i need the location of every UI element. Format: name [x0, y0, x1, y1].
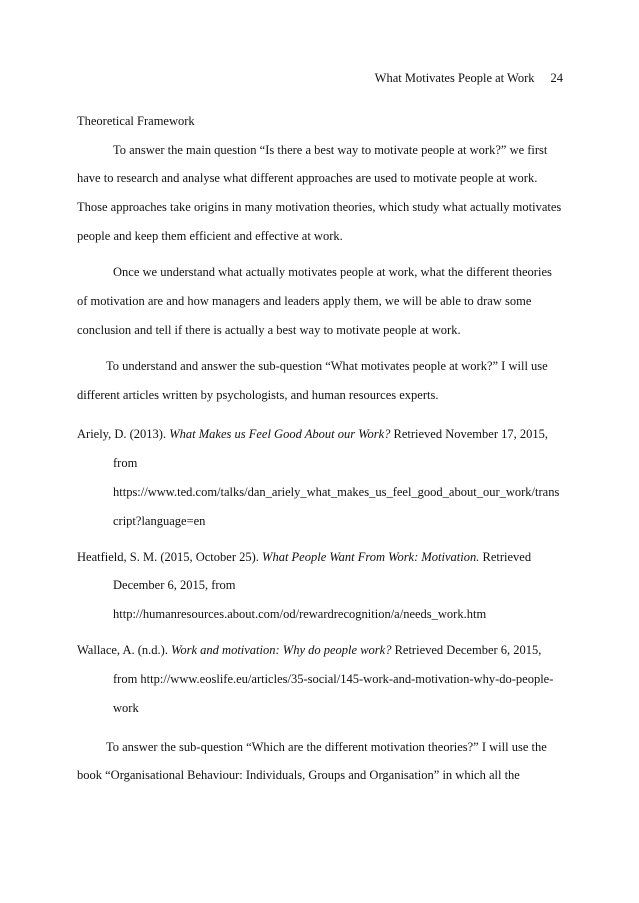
- reference-line: December 6, 2015, from: [113, 578, 236, 592]
- running-title: What Motivates People at Work: [374, 71, 535, 85]
- reference-retrieved: Retrieved December 6, 2015,: [391, 643, 542, 657]
- reference-line: from: [113, 456, 138, 470]
- paragraph-line: To answer the main question “Is there a best way to motivate people at work?” we first: [113, 143, 548, 157]
- reference-author: Wallace, A. (n.d.).: [77, 643, 172, 657]
- reference-author: Ariely, D. (2013).: [77, 427, 170, 441]
- reference-url[interactable]: from http://www.eoslife.eu/articles/35-social/145-work-and-motivation-why-do-people-: [113, 672, 554, 686]
- paragraph-line: book “Organisational Behaviour: Individuals, Groups and Organisation” in which all the: [77, 768, 520, 782]
- reference-entry: [77, 550, 531, 565]
- paragraph-line: people and keep them efficient and effective at work.: [77, 229, 343, 243]
- page-number: 24: [550, 71, 563, 85]
- reference-title: What Makes us Feel Good About our Work?: [169, 427, 391, 441]
- reference-author: Heatfield, S. M. (2015, October 25).: [77, 550, 263, 564]
- reference-retrieved: Retrieved November 17, 2015,: [390, 427, 548, 441]
- reference-url[interactable]: https://www.ted.com/talks/dan_ariely_what_makes_us_feel_good_about_our_work/trans: [113, 485, 560, 499]
- reference-url[interactable]: http://humanresources.about.com/od/rewardrecognition/a/needs_work.htm: [113, 607, 487, 621]
- reference-entry: [77, 643, 541, 658]
- reference-url[interactable]: cript?language=en: [113, 514, 206, 528]
- section-title: Theoretical Framework: [77, 114, 195, 128]
- paragraph-line: Those approaches take origins in many motivation theories, which study what actually motivates: [77, 200, 562, 214]
- paragraph-line: of motivation are and how managers and leaders apply them, we will be able to draw some: [77, 294, 532, 308]
- paragraph-line: different articles written by psychologists, and human resources experts.: [77, 388, 439, 402]
- reference-entry: [77, 427, 548, 442]
- paragraph-line: To answer the sub-question “Which are the different motivation theories?” I will use the: [106, 740, 547, 754]
- paragraph-line: have to research and analyse what different approaches are used to motivate people at work.: [77, 171, 538, 185]
- paragraph-line: Once we understand what actually motivates people at work, what the different theories: [113, 265, 552, 279]
- reference-title: Work and motivation: Why do people work?: [171, 643, 392, 657]
- paragraph-line: conclusion and tell if there is actually a best way to motivate people at work.: [77, 323, 461, 337]
- paragraph-line: To understand and answer the sub-question “What motivates people at work?” I will use: [106, 359, 548, 373]
- running-header: [375, 71, 563, 86]
- reference-retrieved: Retrieved: [479, 550, 532, 564]
- reference-url[interactable]: work: [113, 701, 139, 715]
- reference-title: What People Want From Work: Motivation.: [262, 550, 480, 564]
